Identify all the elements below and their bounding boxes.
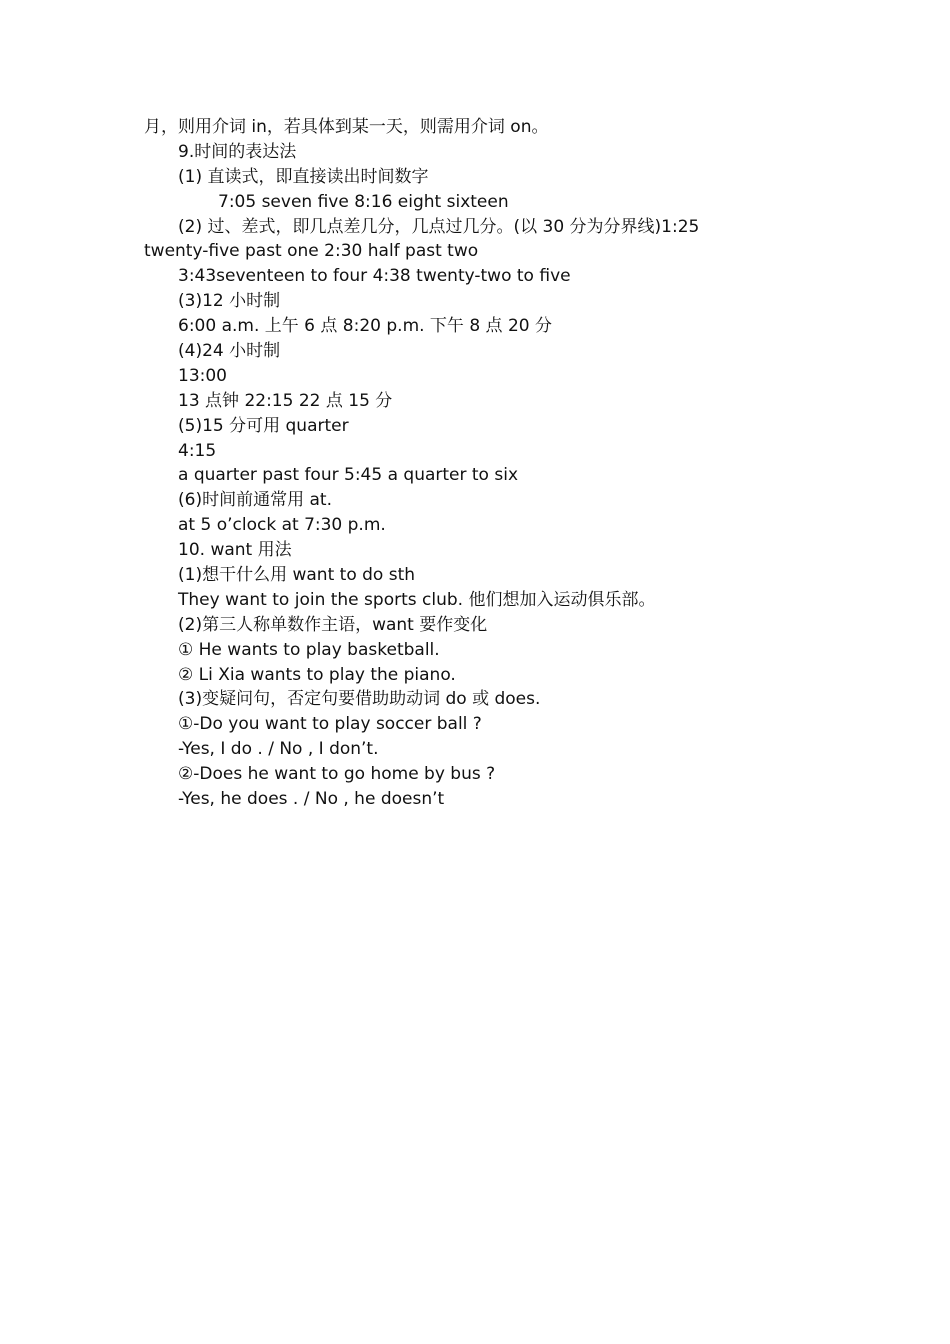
text-line: (1)想干什么用 want to do sth [178,565,416,586]
text-line: (6)时间前通常用 at. [178,490,332,511]
example-line: a quarter past four 5:45 a quarter to six [178,465,518,486]
example-line: -Yes, he does . / No , he doesn’t [178,789,445,810]
example-line: ②-Does he want to go home by bus ? [178,764,496,785]
text-line: (3)变疑问句，否定句要借助助动词 do 或 does. [178,689,541,710]
text-line: (3)12 小时制 [178,291,281,312]
example-line: at 5 o’clock at 7:30 p.m. [178,515,386,536]
text-line: (1) 直读式，即直接读出时间数字 [178,166,429,187]
text-line: (4)24 小时制 [178,341,281,362]
example-line: They want to join the sports club. 他们想加入运动俱乐部。 [178,589,656,610]
text-line: (5)15 分可用 quarter [178,415,349,436]
section-heading: 10. want 用法 [178,540,292,561]
example-line: 13:00 [178,365,227,386]
example-line: ② Li Xia wants to play the piano. [178,664,456,685]
document-body [144,115,824,812]
text-line: (2) 过、差式，即几点差几分，几点过几分。(以 30 分为分界线)1:25 [178,216,700,237]
text-line: (2)第三人称单数作主语，want 要作变化 [178,614,488,635]
example-line: twenty-five past one 2:30 half past two [144,241,479,262]
section-heading: 9.时间的表达法 [178,141,297,162]
example-line: ① He wants to play basketball. [178,639,440,660]
example-line: 6:00 a.m. 上午 6 点 8:20 p.m. 下午 8 点 20 分 [178,316,552,337]
example-line: -Yes, I do . / No , I don’t. [178,739,379,760]
example-line: 3:43seventeen to four 4:38 twenty-two to five [178,266,571,287]
text-line: 月，则用介词 in，若具体到某一天，则需用介词 on。 [144,117,549,137]
example-line: 4:15 [178,440,217,461]
example-line: ①-Do you want to play soccer ball ? [178,714,482,735]
example-line: 7:05 seven five 8:16 eight sixteen [218,191,509,212]
example-line: 13 点钟 22:15 22 点 15 分 [178,390,393,411]
